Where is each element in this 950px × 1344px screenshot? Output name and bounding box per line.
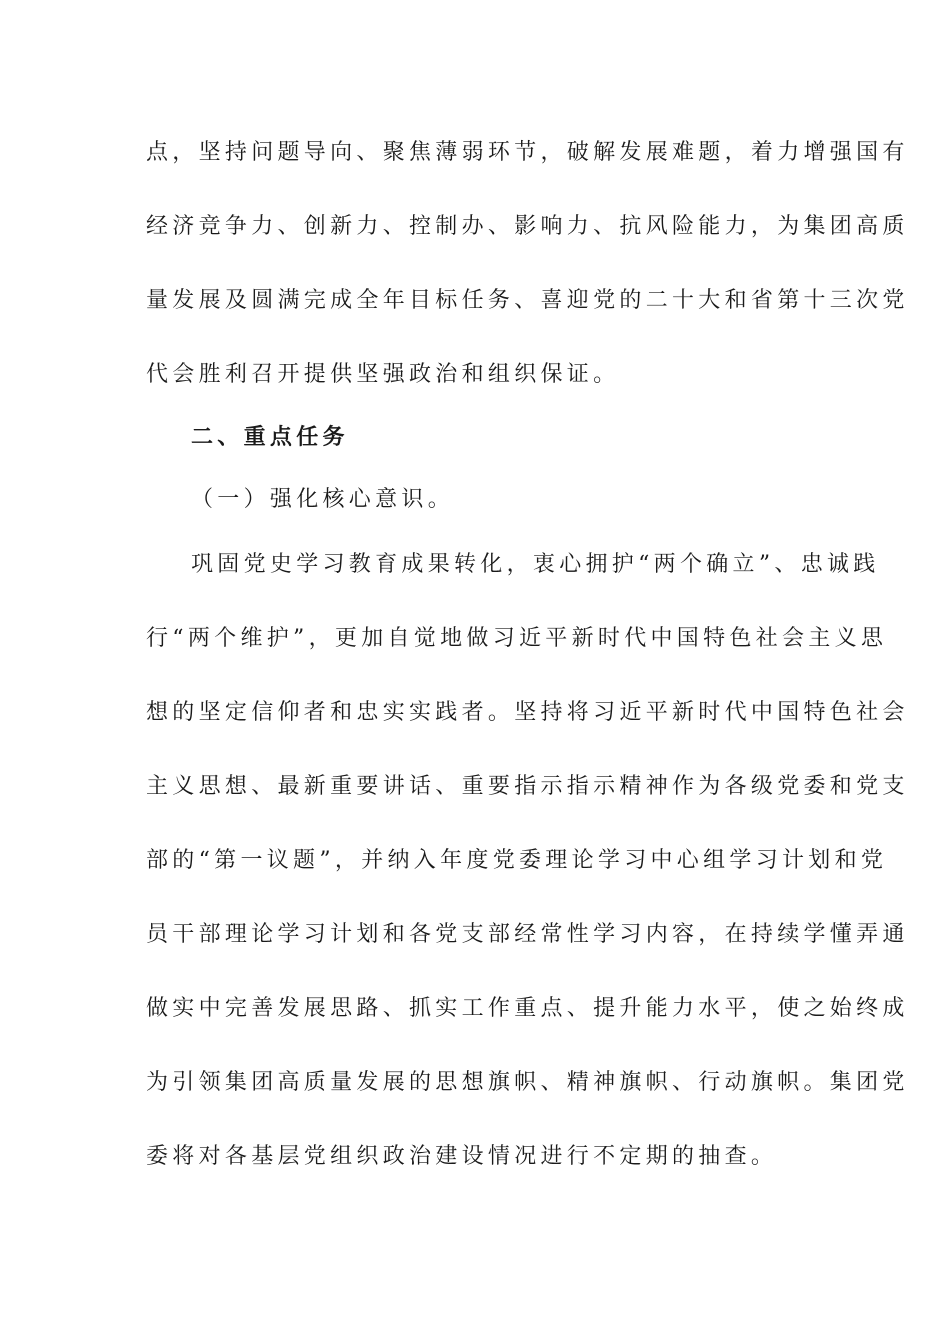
paragraph-line: 员干部理论学习计划和各党支部经常性学习内容，在持续学懂弄通 xyxy=(146,922,909,947)
paragraph-line: 点，坚持问题导向、聚焦薄弱环节，破解发展难题，着力增强国有 xyxy=(146,140,909,165)
paragraph-line: 做实中完善发展思路、抓实工作重点、提升能力水平，使之始终成 xyxy=(146,996,909,1021)
paragraph-line: 巩固党史学习教育成果转化，衷心拥护“两个确立”、忠诚践 xyxy=(191,552,880,577)
paragraph-line: 主义思想、最新重要讲话、重要指示指示精神作为各级党委和党支 xyxy=(146,774,909,799)
subsection-heading: （一）强化核心意识。 xyxy=(191,487,455,512)
paragraph-line: 为引领集团高质量发展的思想旗帜、精神旗帜、行动旗帜。集团党 xyxy=(146,1070,909,1095)
paragraph-line: 行“两个维护”，更加自觉地做习近平新时代中国特色社会主义思 xyxy=(146,626,888,651)
paragraph-line: 委将对各基层党组织政治建设情况进行不定期的抽查。 xyxy=(146,1144,778,1169)
section-heading: 二、重点任务 xyxy=(191,425,349,450)
paragraph-line: 量发展及圆满完成全年目标任务、喜迎党的二十大和省第十三次党 xyxy=(146,288,909,313)
paragraph-line: 想的坚定信仰者和忠实实践者。坚持将习近平新时代中国特色社会 xyxy=(146,700,909,725)
paragraph-line: 经济竞争力、创新力、控制办、影响力、抗风险能力，为集团高质 xyxy=(146,214,909,239)
paragraph-line: 部的“第一议题”，并纳入年度党委理论学习中心组学习计划和党 xyxy=(146,848,888,873)
paragraph-line: 代会胜利召开提供坚强政治和组织保证。 xyxy=(146,362,620,387)
